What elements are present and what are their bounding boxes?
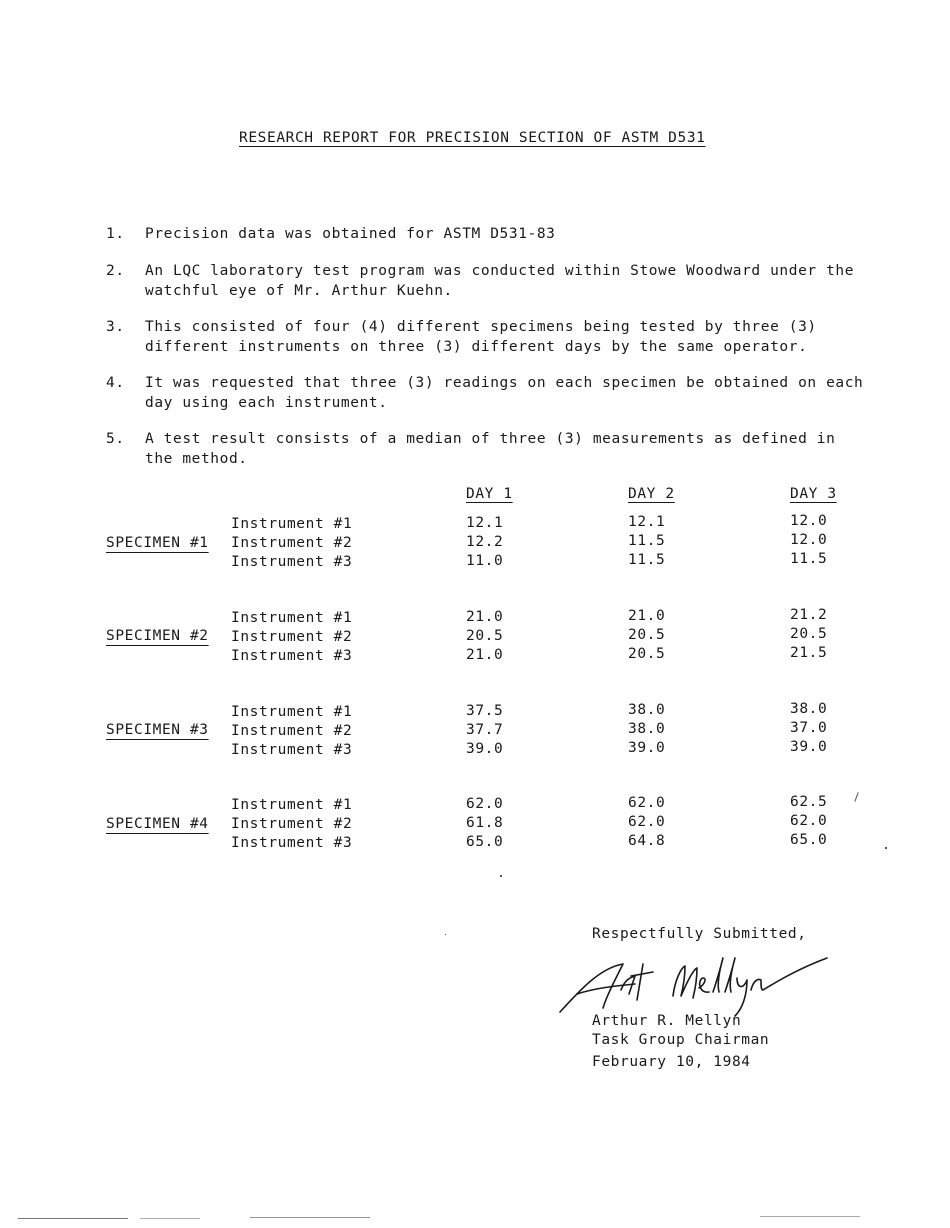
- value-cell: 20.5: [790, 626, 828, 642]
- scan-speck: [885, 847, 887, 849]
- signer-role: Task Group Chairman: [592, 1032, 770, 1048]
- item-text: A test result consists of a median of three (3) measurements as defined in the method.: [145, 431, 836, 467]
- value-cell: 61.8: [466, 815, 504, 831]
- value-cell: 12.1: [628, 514, 666, 530]
- handwritten-signature: [555, 950, 835, 1020]
- specimen-label: SPECIMEN #4: [106, 816, 209, 832]
- value-cell: 11.5: [628, 552, 666, 568]
- specimen-label: SPECIMEN #2: [106, 628, 209, 644]
- item-text: Precision data was obtained for ASTM D531-83: [145, 226, 556, 242]
- instrument-label: Instrument #3: [231, 835, 353, 851]
- value-cell: 21.0: [628, 608, 666, 624]
- value-cell: 37.7: [466, 722, 504, 738]
- value-cell: 38.0: [790, 701, 828, 717]
- value-cell: 65.0: [466, 834, 504, 850]
- instrument-label: Instrument #1: [231, 516, 353, 532]
- item-number: 1.: [106, 226, 125, 242]
- value-cell: 37.0: [790, 720, 828, 736]
- report-title: RESEARCH REPORT FOR PRECISION SECTION OF ASTM D531: [239, 130, 706, 146]
- item-text: This consisted of four (4) different specimens being tested by three (3) different instruments on three (3) different days by the same operator.: [145, 319, 817, 355]
- value-cell: 20.5: [628, 627, 666, 643]
- value-cell: 62.0: [466, 796, 504, 812]
- value-cell: 11.0: [466, 553, 504, 569]
- value-cell: 11.5: [628, 533, 666, 549]
- scan-edge-noise: [760, 1216, 860, 1217]
- value-cell: 12.2: [466, 534, 504, 550]
- value-cell: 39.0: [790, 739, 828, 755]
- instrument-label: Instrument #2: [231, 629, 353, 645]
- value-cell: 20.5: [466, 628, 504, 644]
- value-cell: 62.0: [790, 813, 828, 829]
- day-header: DAY 3: [790, 486, 837, 502]
- value-cell: 11.5: [790, 551, 828, 567]
- signer-name: Arthur R. Mellyn: [592, 1013, 742, 1029]
- value-cell: 64.8: [628, 833, 666, 849]
- scan-edge-noise: [140, 1218, 200, 1219]
- item-number: 2.: [106, 263, 125, 279]
- scan-edge-noise: [250, 1217, 370, 1218]
- value-cell: 12.0: [790, 513, 828, 529]
- value-cell: 38.0: [628, 702, 666, 718]
- value-cell: 38.0: [628, 721, 666, 737]
- instrument-label: Instrument #1: [231, 610, 353, 626]
- scan-speck: [445, 934, 446, 935]
- value-cell: 62.0: [628, 814, 666, 830]
- value-cell: 65.0: [790, 832, 828, 848]
- value-cell: 21.0: [466, 609, 504, 625]
- day-header: DAY 1: [466, 486, 513, 502]
- specimen-label: SPECIMEN #1: [106, 535, 209, 551]
- scan-speck: [500, 875, 502, 877]
- value-cell: 21.2: [790, 607, 828, 623]
- item-number: 5.: [106, 431, 125, 447]
- scan-speck: [854, 792, 858, 802]
- value-cell: 21.0: [466, 647, 504, 663]
- instrument-label: Instrument #2: [231, 723, 353, 739]
- day-header: DAY 2: [628, 486, 675, 502]
- signature-text: Art Mellyn: [565, 1016, 578, 1017]
- item-number: 4.: [106, 375, 125, 391]
- item-number: 3.: [106, 319, 125, 335]
- instrument-label: Instrument #2: [231, 816, 353, 832]
- item-text: An LQC laboratory test program was conducted within Stowe Woodward under the watchful eye of Mr. Arthur Kuehn.: [145, 263, 855, 299]
- report-date: February 10, 1984: [592, 1054, 751, 1070]
- value-cell: 39.0: [466, 741, 504, 757]
- instrument-label: Instrument #1: [231, 797, 353, 813]
- value-cell: 12.0: [790, 532, 828, 548]
- instrument-label: Instrument #2: [231, 535, 353, 551]
- instrument-label: Instrument #3: [231, 648, 353, 664]
- instrument-label: Instrument #3: [231, 742, 353, 758]
- value-cell: 12.1: [466, 515, 504, 531]
- closing-salutation: Respectfully Submitted,: [592, 926, 807, 942]
- value-cell: 62.5: [790, 794, 828, 810]
- instrument-label: Instrument #1: [231, 704, 353, 720]
- value-cell: 39.0: [628, 740, 666, 756]
- item-text: It was requested that three (3) readings on each specimen be obtained on each day using each instrument.: [145, 375, 864, 411]
- value-cell: 62.0: [628, 795, 666, 811]
- value-cell: 37.5: [466, 703, 504, 719]
- value-cell: 21.5: [790, 645, 828, 661]
- specimen-label: SPECIMEN #3: [106, 722, 209, 738]
- instrument-label: Instrument #3: [231, 554, 353, 570]
- scan-edge-noise: [18, 1218, 128, 1219]
- value-cell: 20.5: [628, 646, 666, 662]
